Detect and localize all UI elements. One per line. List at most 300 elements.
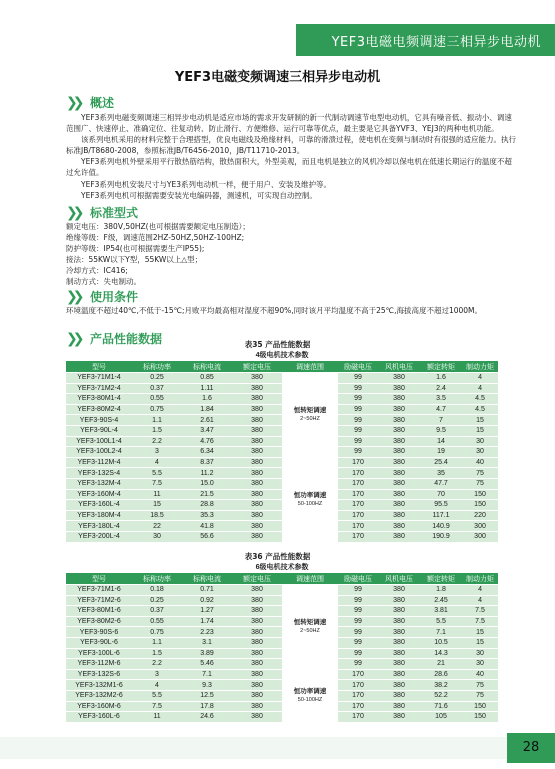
column-header: 制动力矩 xyxy=(462,573,498,585)
table-cell: 5.5 xyxy=(132,468,182,479)
table-cell: 380 xyxy=(378,690,420,701)
table-cell: 15.0 xyxy=(182,478,232,489)
overview-paragraph: YEF3系列电机外壁采用平行散热筋结构，散热面积大，外型美观，而且电机是独立的风机冷却以保电机在低速长期运行的温度不超过允许值。 xyxy=(66,157,512,178)
column-header: 额定电压 xyxy=(232,361,282,373)
table-cell: 9.5 xyxy=(420,425,462,436)
table-cell: 380 xyxy=(378,383,420,394)
speed-range-label: 恒功率调速 xyxy=(293,687,327,695)
table-cell: YEF3-112M-6 xyxy=(66,659,132,670)
table-cell: 380 xyxy=(378,373,420,384)
table-row xyxy=(66,585,498,596)
table-cell: 0.55 xyxy=(132,616,182,627)
column-header: 调速范围 xyxy=(282,573,338,585)
table-cell: 1.6 xyxy=(420,373,462,384)
standard-line: 绝缘等级：F级，调速范围2HZ-50HZ,50HZ-100HZ; xyxy=(66,233,245,243)
table-cell: YEF3-80M1-4 xyxy=(66,394,132,405)
table-cell: 5.5 xyxy=(420,616,462,627)
speed-range-label: 恒功率调速 xyxy=(293,491,327,499)
table-cell: 4.76 xyxy=(182,436,232,447)
overview-paragraph: YEF3系列电磁变频调速三相异步电动机是适应市场的需求开发研制的新一代制动调速节电型电动机，它具有噪音低、振动小、调速范围广、快速停止、准确定位、往复动转、防止滑行、方便维修、运行可靠等优点，最主要是它具备YVF3、YEJ3的两种电机功能。 xyxy=(66,113,512,134)
table-cell: YEF3-132M2-6 xyxy=(66,690,132,701)
table-cell: 380 xyxy=(378,394,420,405)
page-number: 28 xyxy=(507,733,555,763)
table-row xyxy=(66,373,498,384)
table-cell: YEF3-80M2-4 xyxy=(66,404,132,415)
table-cell: 7.5 xyxy=(462,606,498,617)
table-cell: 380 xyxy=(232,585,282,596)
table-cell: 380 xyxy=(232,457,282,468)
table-cell: 170 xyxy=(338,690,378,701)
table-cell: 380 xyxy=(378,478,420,489)
column-header: 标称功率 xyxy=(132,361,182,373)
table-cell: 0.25 xyxy=(132,595,182,606)
table-cell: 8.37 xyxy=(182,457,232,468)
table-cell: 0.55 xyxy=(132,394,182,405)
table-cell: 380 xyxy=(232,648,282,659)
table-cell: 380 xyxy=(232,521,282,532)
table-cell: 99 xyxy=(338,585,378,596)
table-cell: 14 xyxy=(420,436,462,447)
table-cell: 5.5 xyxy=(132,690,182,701)
table-cell: 1.6 xyxy=(182,394,232,405)
column-header: 额定转矩 xyxy=(420,573,462,585)
table-cell: 7.5 xyxy=(132,701,182,712)
section-overview-heading xyxy=(66,94,114,111)
table-cell: 380 xyxy=(232,478,282,489)
table36-title: 表36 产品性能数据 xyxy=(244,552,311,561)
table-cell: 7.1 xyxy=(420,627,462,638)
table-cell: 99 xyxy=(338,394,378,405)
table-cell: 1.8 xyxy=(420,585,462,596)
table-cell: YEF3-71M1-4 xyxy=(66,373,132,384)
table-cell: 7.1 xyxy=(182,669,232,680)
table-cell: 1.1 xyxy=(132,415,182,426)
table-cell: 380 xyxy=(232,669,282,680)
table-cell: YEF3-90S-4 xyxy=(66,415,132,426)
speed-range-cell xyxy=(282,457,338,542)
table-cell: 150 xyxy=(462,701,498,712)
speed-range-cell xyxy=(282,669,338,722)
table-cell: 150 xyxy=(462,712,498,723)
section-label: 使用条件 xyxy=(90,290,139,304)
table-cell: 99 xyxy=(338,436,378,447)
table-cell: 75 xyxy=(462,690,498,701)
table-cell: 7 xyxy=(420,415,462,426)
table-cell: 380 xyxy=(232,373,282,384)
table-cell: 380 xyxy=(378,616,420,627)
table-cell: YEF3-100L2-4 xyxy=(66,447,132,458)
table-cell: 75 xyxy=(462,680,498,691)
table-cell: 40 xyxy=(462,457,498,468)
overview-paragraph: YEF3系列电机可根据需要安装光电编码器，测速机，可实现自动控制。 xyxy=(81,190,317,200)
column-header: 励磁电压 xyxy=(338,361,378,373)
table-cell: 380 xyxy=(232,383,282,394)
table-cell: 380 xyxy=(378,531,420,542)
table-cell: 380 xyxy=(232,415,282,426)
table-cell: 3 xyxy=(132,669,182,680)
table-cell: 170 xyxy=(338,680,378,691)
table-cell: 170 xyxy=(338,500,378,511)
table-cell: 19 xyxy=(420,447,462,458)
table-cell: 150 xyxy=(462,500,498,511)
table-cell: YEF3-71M1-6 xyxy=(66,585,132,596)
table-cell: 380 xyxy=(378,712,420,723)
speed-range-cell xyxy=(282,373,338,458)
standard-line: 额定电压：380V,50HZ(也可根据需要额定电压制造）； xyxy=(66,222,250,231)
table-cell: 11.2 xyxy=(182,468,232,479)
column-header: 励磁电压 xyxy=(338,573,378,585)
table-cell: 300 xyxy=(462,521,498,532)
table-cell: YEF3-132M1-6 xyxy=(66,680,132,691)
column-header: 额定转矩 xyxy=(420,361,462,373)
header-title: YEF3电磁电频调速三相异步电动机 xyxy=(331,35,541,50)
table-cell: 380 xyxy=(378,468,420,479)
table-cell: 1.5 xyxy=(132,425,182,436)
table-cell: 70 xyxy=(420,489,462,500)
table-cell: 380 xyxy=(232,690,282,701)
table-cell: 380 xyxy=(232,489,282,500)
table-cell: 380 xyxy=(232,680,282,691)
table-cell: 11 xyxy=(132,489,182,500)
standard-text xyxy=(66,221,516,288)
table-cell: 0.18 xyxy=(132,585,182,596)
table-cell: 12.5 xyxy=(182,690,232,701)
speed-range-cell xyxy=(282,585,338,670)
table-header-row xyxy=(66,361,498,373)
speed-range-hz: 50-100HZ xyxy=(297,696,323,703)
table-cell: 22 xyxy=(132,521,182,532)
table-cell: 1.5 xyxy=(132,648,182,659)
table-cell: 2.45 xyxy=(420,595,462,606)
table-cell: 190.9 xyxy=(420,531,462,542)
table-cell: 99 xyxy=(338,659,378,670)
table-cell: 3.5 xyxy=(420,394,462,405)
table-cell: 24.6 xyxy=(182,712,232,723)
column-header: 型号 xyxy=(66,573,132,585)
table-cell: YEF3-80M2-6 xyxy=(66,616,132,627)
table-cell: 380 xyxy=(378,648,420,659)
table-cell: 380 xyxy=(232,510,282,521)
table-cell: 56.6 xyxy=(182,531,232,542)
table-cell: 15 xyxy=(462,637,498,648)
table-row xyxy=(66,457,498,468)
overview-paragraph: YEF3系列电机安装尺寸与YE3系列电动机一样，便于用户、安装及维护等。 xyxy=(81,179,331,189)
table-cell: 380 xyxy=(378,457,420,468)
table-cell: 15 xyxy=(462,415,498,426)
table-cell: 4 xyxy=(462,595,498,606)
table-cell: 380 xyxy=(378,447,420,458)
table-cell: 1.84 xyxy=(182,404,232,415)
table-cell: 380 xyxy=(378,404,420,415)
chevron-right-icon: ❯❯ xyxy=(66,94,80,111)
table-cell: 0.25 xyxy=(132,373,182,384)
table-cell: 380 xyxy=(232,627,282,638)
overview-paragraph: 该系列电机采用的材料完整于合理搭型，优良电磁线及绝缘材料，可靠的滑溃过程，使电机在变频与制动时有很强的适应能力。执行标准JB/T8680-2008，参照标准JB/T6456-2010，JB/T11710-2013。 xyxy=(66,135,516,156)
table-cell: 75 xyxy=(462,478,498,489)
table-cell: YEF3-160L-4 xyxy=(66,500,132,511)
table-group-row xyxy=(66,350,498,361)
table-cell: 41.8 xyxy=(182,521,232,532)
table-cell: 380 xyxy=(232,712,282,723)
table-cell: 380 xyxy=(232,701,282,712)
table-cell: YEF3-132S-4 xyxy=(66,468,132,479)
table-cell: 38.2 xyxy=(420,680,462,691)
table-cell: 380 xyxy=(232,468,282,479)
table-cell: 11 xyxy=(132,712,182,723)
table-cell: 15 xyxy=(462,425,498,436)
table-cell: YEF3-90L-4 xyxy=(66,425,132,436)
table-cell: YEF3-200L-4 xyxy=(66,531,132,542)
table-cell: 105 xyxy=(420,712,462,723)
column-header: 型号 xyxy=(66,361,132,373)
table-cell: 380 xyxy=(378,627,420,638)
table-cell: 2.23 xyxy=(182,627,232,638)
table-cell: 380 xyxy=(232,595,282,606)
table-cell: 4 xyxy=(132,457,182,468)
table-cell: 9.3 xyxy=(182,680,232,691)
table-cell: 99 xyxy=(338,425,378,436)
column-header: 风机电压 xyxy=(378,361,420,373)
table-cell: 28.6 xyxy=(420,669,462,680)
table-cell: 18.5 xyxy=(132,510,182,521)
standard-line: 冷却方式：IC416; xyxy=(66,266,128,276)
table-cell: 30 xyxy=(132,531,182,542)
table-cell: 380 xyxy=(378,510,420,521)
table-cell: 170 xyxy=(338,489,378,500)
table-cell: 75 xyxy=(462,468,498,479)
column-header: 标称电流 xyxy=(182,361,232,373)
standard-line: 防护等级：IP54(也可根据需要生产IP55); xyxy=(66,244,205,254)
speed-range-hz: 50-100HZ xyxy=(297,500,323,507)
section-standard-heading xyxy=(66,204,138,221)
table-cell: 21.5 xyxy=(182,489,232,500)
table-cell: 99 xyxy=(338,616,378,627)
table-cell: 380 xyxy=(378,489,420,500)
table-cell: 0.37 xyxy=(132,606,182,617)
table-cell: YEF3-180L-4 xyxy=(66,521,132,532)
table-cell: 35.3 xyxy=(182,510,232,521)
footer-bar xyxy=(0,737,555,759)
table-cell: 170 xyxy=(338,712,378,723)
table-cell: 14.3 xyxy=(420,648,462,659)
column-header: 额定电压 xyxy=(232,573,282,585)
table-cell: 40 xyxy=(462,669,498,680)
table-cell: 99 xyxy=(338,627,378,638)
table-cell: YEF3-112M-4 xyxy=(66,457,132,468)
table-cell: YEF3-180M-4 xyxy=(66,510,132,521)
table-cell: 0.92 xyxy=(182,595,232,606)
table-cell: 3 xyxy=(132,447,182,458)
table-cell: 170 xyxy=(338,521,378,532)
table-cell: 3.89 xyxy=(182,648,232,659)
table-cell: 3.81 xyxy=(420,606,462,617)
table-cell: 0.75 xyxy=(132,627,182,638)
table-cell: 2.2 xyxy=(132,659,182,670)
table-cell: 380 xyxy=(232,659,282,670)
table-cell: 99 xyxy=(338,606,378,617)
table-4-pole xyxy=(66,350,498,543)
table-cell: 380 xyxy=(378,436,420,447)
header-bar xyxy=(296,24,555,56)
table-cell: 3.1 xyxy=(182,637,232,648)
table-cell: 380 xyxy=(378,500,420,511)
table-cell: YEF3-132M-4 xyxy=(66,478,132,489)
table-cell: 380 xyxy=(232,394,282,405)
table-cell: YEF3-160L-6 xyxy=(66,712,132,723)
table-cell: 0.37 xyxy=(132,383,182,394)
table-cell: 170 xyxy=(338,669,378,680)
column-header: 制动力矩 xyxy=(462,361,498,373)
table-cell: 2.4 xyxy=(420,383,462,394)
chevron-right-icon: ❯❯ xyxy=(66,330,80,347)
table-cell: 10.5 xyxy=(420,637,462,648)
table-cell: YEF3-160M-4 xyxy=(66,489,132,500)
table-cell: 3.47 xyxy=(182,425,232,436)
table-cell: YEF3-71M2-6 xyxy=(66,595,132,606)
table-cell: 30 xyxy=(462,436,498,447)
section-label: 概述 xyxy=(90,96,115,110)
table-cell: 0.75 xyxy=(132,404,182,415)
table-cell: 35 xyxy=(420,468,462,479)
table-cell: 300 xyxy=(462,531,498,542)
table35-title: 表35 产品性能数据 xyxy=(244,340,311,349)
table-cell: 380 xyxy=(232,404,282,415)
table-cell: 380 xyxy=(232,447,282,458)
table-cell: 140.9 xyxy=(420,521,462,532)
conditions-text xyxy=(66,305,516,316)
table-cell: 380 xyxy=(378,595,420,606)
table-cell: 1.74 xyxy=(182,616,232,627)
section-conditions-heading xyxy=(66,288,138,305)
table-row xyxy=(66,669,498,680)
table-cell: 6.34 xyxy=(182,447,232,458)
table-cell: 4 xyxy=(462,373,498,384)
table-cell: 17.8 xyxy=(182,701,232,712)
table-cell: 4.5 xyxy=(462,404,498,415)
table-cell: 15 xyxy=(462,627,498,638)
table-cell: 380 xyxy=(232,606,282,617)
table-cell: 117.1 xyxy=(420,510,462,521)
table-group-label: 6级电机技术参数 xyxy=(66,562,498,573)
table-cell: 99 xyxy=(338,383,378,394)
table-cell: 30 xyxy=(462,447,498,458)
table-cell: YEF3-90L-6 xyxy=(66,637,132,648)
table-cell: 99 xyxy=(338,595,378,606)
table-cell: 170 xyxy=(338,701,378,712)
table-cell: 1.27 xyxy=(182,606,232,617)
table-cell: 380 xyxy=(378,521,420,532)
speed-range-hz: 2~50HZ xyxy=(300,627,320,634)
table-cell: 1.1 xyxy=(132,637,182,648)
table-cell: 380 xyxy=(378,680,420,691)
table-cell: 4 xyxy=(462,585,498,596)
table-cell: 150 xyxy=(462,489,498,500)
table-cell: 380 xyxy=(378,701,420,712)
overview-text xyxy=(66,112,516,201)
table-cell: 380 xyxy=(378,659,420,670)
table-cell: 4.7 xyxy=(420,404,462,415)
table-cell: 99 xyxy=(338,373,378,384)
table-cell: YEF3-100L-6 xyxy=(66,648,132,659)
table-cell: 99 xyxy=(338,404,378,415)
speed-range-label: 恒转矩调速 xyxy=(293,406,327,414)
column-header: 标称功率 xyxy=(132,573,182,585)
table-cell: 170 xyxy=(338,510,378,521)
table-cell: 380 xyxy=(378,669,420,680)
table-cell: 5.46 xyxy=(182,659,232,670)
table-cell: 47.7 xyxy=(420,478,462,489)
table-cell: 71.6 xyxy=(420,701,462,712)
table-cell: 99 xyxy=(338,415,378,426)
table-cell: 99 xyxy=(338,637,378,648)
table-cell: 7.5 xyxy=(462,616,498,627)
table-cell: 220 xyxy=(462,510,498,521)
table-cell: 380 xyxy=(232,637,282,648)
table-cell: 170 xyxy=(338,468,378,479)
table-cell: 1.11 xyxy=(182,383,232,394)
table-cell: 170 xyxy=(338,457,378,468)
speed-range-hz: 2~50HZ xyxy=(300,415,320,422)
table-cell: 25.4 xyxy=(420,457,462,468)
table-cell: YEF3-160M-6 xyxy=(66,701,132,712)
chevron-right-icon: ❯❯ xyxy=(66,204,80,221)
table-cell: 380 xyxy=(378,637,420,648)
column-header: 调速范围 xyxy=(282,361,338,373)
table-cell: YEF3-100L1-4 xyxy=(66,436,132,447)
speed-range-label: 恒转矩调速 xyxy=(293,618,327,626)
table-cell: 170 xyxy=(338,531,378,542)
table-group-label: 4级电机技术参数 xyxy=(66,350,498,361)
table-cell: 380 xyxy=(378,585,420,596)
table-cell: YEF3-80M1-6 xyxy=(66,606,132,617)
conditions-paragraph: 环境温度不超过40℃,不低于-15℃;月败平均最高相对湿度不超90%,同时该月平均温度不高于25℃,海拔高度不超过1000M。 xyxy=(66,306,483,315)
section-label: 标准型式 xyxy=(90,206,139,220)
table-cell: 30 xyxy=(462,659,498,670)
table-cell: 4 xyxy=(462,383,498,394)
table-6-pole xyxy=(66,562,498,723)
table-cell: 380 xyxy=(232,500,282,511)
table-cell: 0.71 xyxy=(182,585,232,596)
table-cell: 15 xyxy=(132,500,182,511)
table-cell: YEF3-90S-6 xyxy=(66,627,132,638)
column-header: 标称电流 xyxy=(182,573,232,585)
table-cell: 28.8 xyxy=(182,500,232,511)
table-cell: 2.61 xyxy=(182,415,232,426)
table-cell: YEF3-132S-6 xyxy=(66,669,132,680)
section-label: 产品性能数据 xyxy=(90,332,163,346)
column-header: 风机电压 xyxy=(378,573,420,585)
table-cell: 2.2 xyxy=(132,436,182,447)
table-cell: 380 xyxy=(378,415,420,426)
chevron-right-icon: ❯❯ xyxy=(66,288,80,305)
table-cell: 95.5 xyxy=(420,500,462,511)
table-cell: 99 xyxy=(338,447,378,458)
table-cell: 170 xyxy=(338,478,378,489)
table-header-row xyxy=(66,573,498,585)
table-cell: 380 xyxy=(378,425,420,436)
table-cell: 30 xyxy=(462,648,498,659)
table-cell: YEF3-71M2-4 xyxy=(66,383,132,394)
table-cell: 380 xyxy=(232,425,282,436)
table-group-row xyxy=(66,562,498,573)
table-cell: 380 xyxy=(378,606,420,617)
standard-line: 制动方式：失电制动。 xyxy=(66,277,141,287)
table-cell: 52.2 xyxy=(420,690,462,701)
table-cell: 380 xyxy=(232,616,282,627)
table-cell: 4 xyxy=(132,680,182,691)
table-cell: 4.5 xyxy=(462,394,498,405)
table-cell: 380 xyxy=(232,436,282,447)
